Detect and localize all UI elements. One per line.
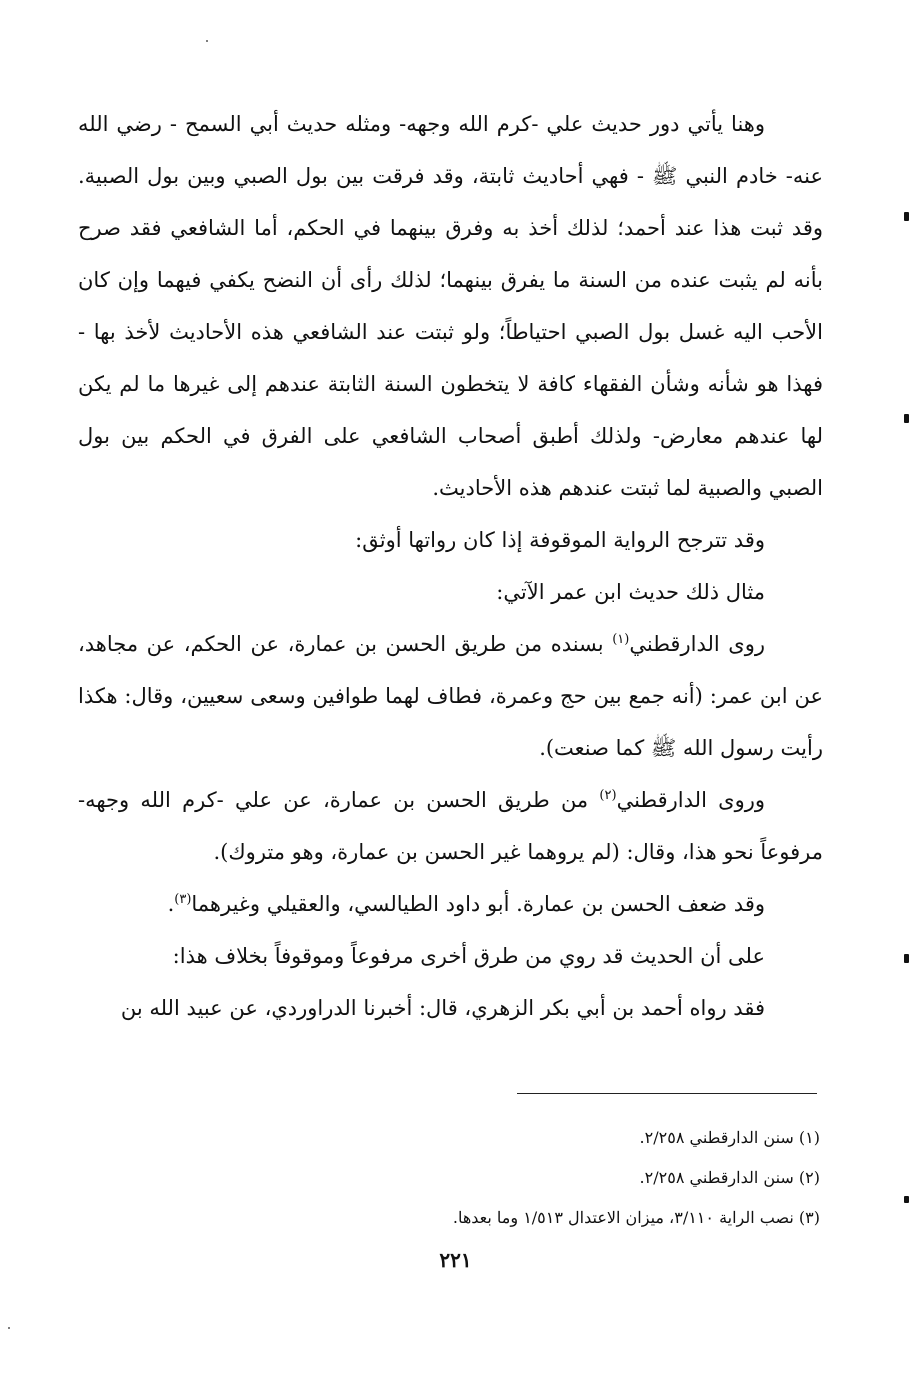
footnote-3: (٣) نصب الراية ٣/١١٠، ميزان الاعتدال ١/٥١٣ وما بعدها. [452,1208,820,1227]
paragraph-6-rest: . [167,892,175,916]
footnote-1: (١) سنن الدارقطني ٢/٢٥٨. [639,1128,820,1147]
main-text [78,98,823,1034]
paragraph-2: وقد تترجح الرواية الموقوفة إذا كان رواتها أوثق: [355,528,765,552]
paragraph-5 [78,774,823,878]
scan-speck [8,1327,10,1329]
paragraph-6 [78,878,823,930]
paragraph-4-rest: بسنده من طريق الحسن بن عمارة، عن الحكم، عن مجاهد، عن ابن عمر: (أنه جمع بين حج وعمرة، فطاف لهما طوافين وسعى سعيين، وقال: هكذا رأيت رسول الله ﷺ كما صنعت). [78,632,823,760]
paragraph-1: وهنا يأتي دور حديث علي -كرم الله وجهه- ومثله حديث أبي السمح - رضي الله عنه- خادم النبي ﷺ - فهي أحاديث ثابتة، وقد فرقت بين بول الصبي وبين بول الصبية. وقد ثبت هذا عند أحمد؛ لذلك أخذ به وفرق بينهما في الحكم، أما الشافعي فقد صرح بأنه لم يثبت عنده من السنة ما يفرق بينهما؛ لذلك رأى أن النضح يكفي فيهما وإن كان الأحب اليه غسل بول الصبي احتياطاً؛ ولو ثبتت عند الشافعي هذه الأحاديث لأخذ بها - فهذا هو شأنه وشأن الفقهاء كافة لا يتخطون السنة الثابتة عندهم إلى غيرها ما لم يكن لها عندهم معارض- ولذلك أطبق أصحاب الشافعي على الفرق في الحكم بين بول الصبي والصبية لما ثبتت عندهم هذه الأحاديث. [78,112,823,500]
paragraph-7: على أن الحديث قد روي من طرق أخرى مرفوعاً وموقوفاً بخلاف هذا: [172,944,765,968]
scan-margin-mark-3 [904,954,909,963]
scan-margin-mark-4 [904,1196,909,1203]
footnote-separator [517,1093,817,1094]
paragraph-4 [78,618,823,774]
paragraph-5-rest: من طريق الحسن بن عمارة، عن علي -كرم الله وجهه- مرفوعاً نحو هذا، وقال: (لم يروهما غير الحسن بن عمارة، وهو متروك). [78,788,823,864]
scan-margin-mark-2 [904,414,909,423]
page-number: ٢٢١ [439,1248,472,1272]
footnote-ref-2: (٢) [599,788,617,803]
footnote-ref-3: (٣) [174,892,192,907]
paragraph-8: فقد رواه أحمد بن أبي بكر الزهري، قال: أخبرنا الدراوردي، عن عبيد الله بن [120,996,765,1020]
footnote-2: (٢) سنن الدارقطني ٢/٢٥٨. [639,1168,820,1187]
paragraph-3: مثال ذلك حديث ابن عمر الآتي: [496,580,765,604]
paragraph-6-lead: وقد ضعف الحسن بن عمارة. أبو داود الطيالسي، والعقيلي وغيرهما [191,892,765,916]
scan-margin-mark-1 [904,212,909,221]
footnotes [200,1118,820,1238]
paragraph-5-lead: وروى الدارقطني [616,788,766,812]
footnote-ref-1: (١) [612,632,630,647]
paragraph-4-lead: روى الدارقطني [629,632,765,656]
scan-speck [206,40,208,42]
